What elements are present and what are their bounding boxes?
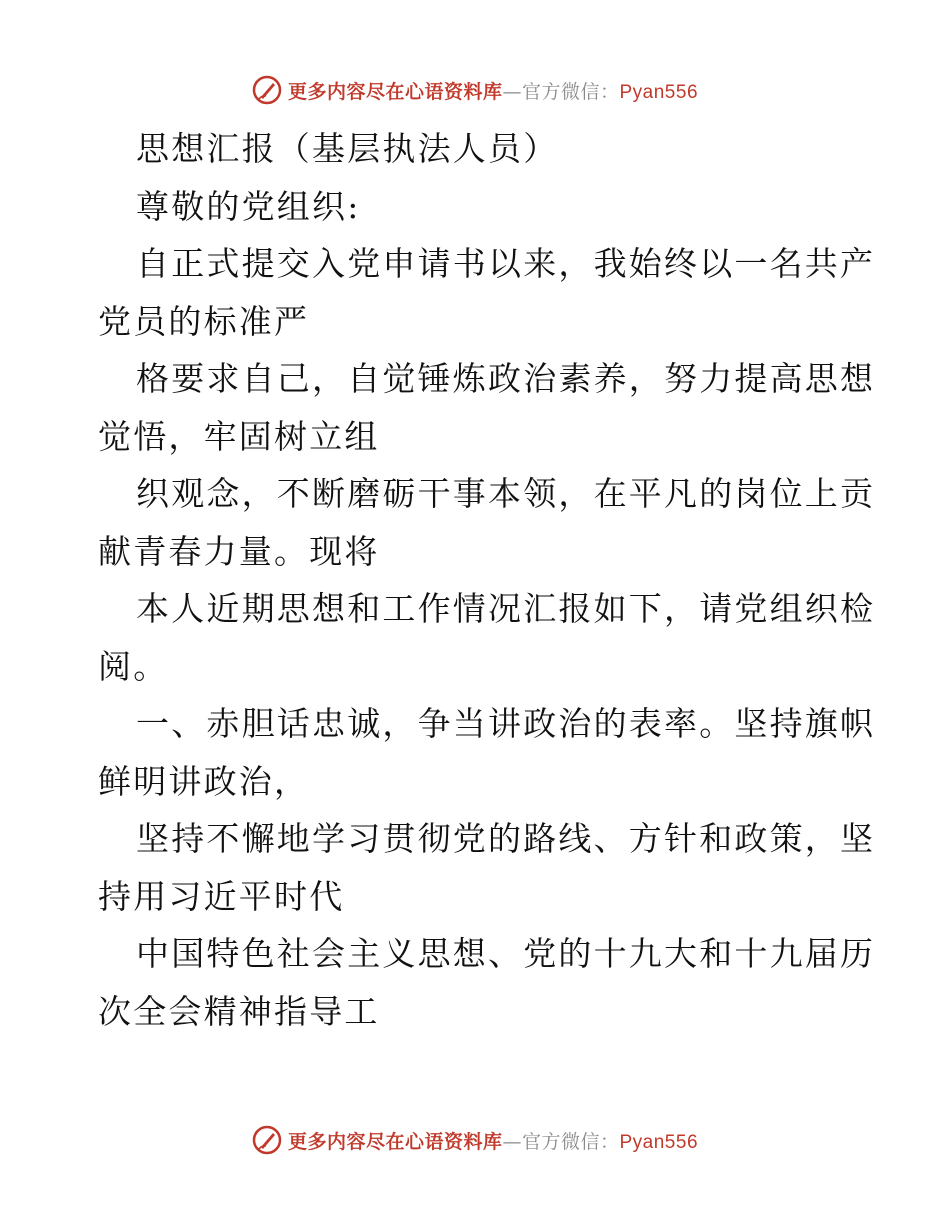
banner-wechat-id: Pyan556 bbox=[619, 81, 699, 103]
document-line: 次全会精神指导工 bbox=[98, 991, 380, 1031]
document-line: 觉悟，牢固树立组 bbox=[98, 416, 380, 456]
document-line: 党员的标准严 bbox=[98, 301, 310, 341]
banner-contact: 官方微信： bbox=[521, 80, 620, 103]
banner-text bbox=[288, 77, 698, 104]
document-body bbox=[98, 120, 876, 1040]
banner-text bbox=[288, 1127, 698, 1154]
banner-main: 更多内容尽在心语资料库 bbox=[287, 1130, 503, 1153]
quill-logo-icon bbox=[252, 1125, 282, 1155]
document-line: 思想汇报（基层执法人员） bbox=[136, 129, 559, 168]
footer-banner bbox=[0, 1120, 950, 1160]
quill-logo-icon bbox=[252, 75, 282, 105]
header-banner bbox=[0, 70, 950, 110]
document-line: 一、赤胆话忠诚，争当讲政治的表率。坚持旗帜 bbox=[136, 704, 876, 743]
banner-contact: 官方微信： bbox=[521, 1130, 620, 1153]
document-line: 织观念，不断磨砺干事本领，在平凡的岗位上贡 bbox=[136, 474, 876, 513]
document-line: 格要求自己，自觉锤炼政治素养，努力提高思想 bbox=[136, 359, 876, 398]
document-line: 中国特色社会主义思想、党的十九大和十九届历 bbox=[136, 934, 876, 973]
document-line: 阅。 bbox=[98, 646, 169, 686]
document-line: 鲜明讲政治， bbox=[98, 761, 310, 801]
banner-dash: — bbox=[502, 1130, 522, 1153]
document-line: 献青春力量。现将 bbox=[98, 531, 380, 571]
document-line: 本人近期思想和工作情况汇报如下，请党组织检 bbox=[136, 589, 876, 628]
document-line: 自正式提交入党申请书以来，我始终以一名共产 bbox=[136, 244, 876, 283]
banner-dash: — bbox=[502, 80, 522, 103]
banner-wechat-id: Pyan556 bbox=[619, 1131, 699, 1153]
document-line: 尊敬的党组织: bbox=[136, 186, 361, 226]
document-line: 坚持不懈地学习贯彻党的路线、方针和政策，坚 bbox=[136, 819, 876, 858]
document-line: 持用习近平时代 bbox=[98, 876, 345, 916]
banner-main: 更多内容尽在心语资料库 bbox=[287, 80, 503, 103]
